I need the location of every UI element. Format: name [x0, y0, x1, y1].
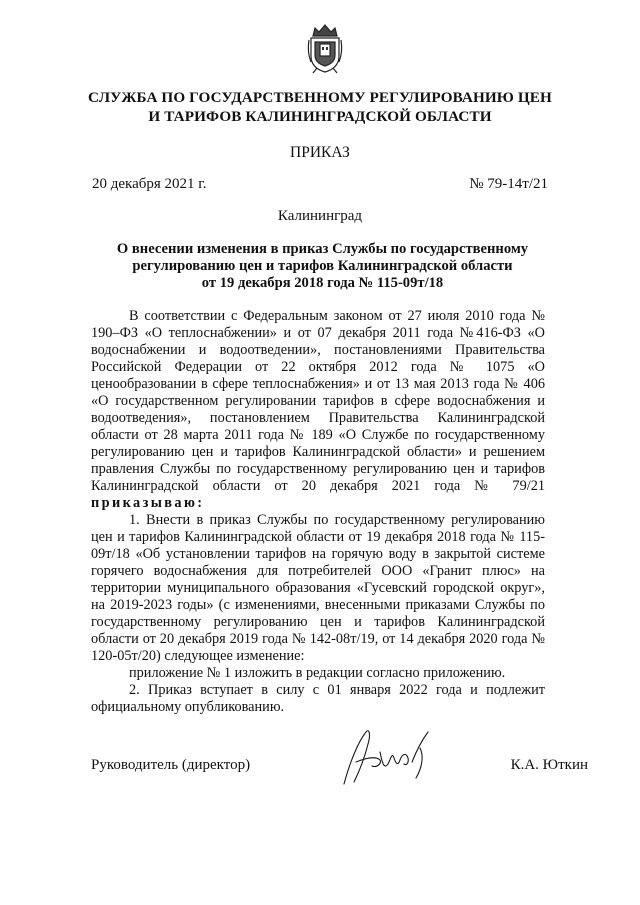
- org-title-line2: И ТАРИФОВ КАЛИНИНГРАДСКОЙ ОБЛАСТИ: [148, 108, 492, 125]
- subject-line1: О внесении изменения в приказ Службы по государственному: [116, 241, 529, 257]
- handwritten-signature: [336, 722, 446, 792]
- order-date: 20 декабря 2021 г.: [92, 176, 207, 192]
- order-number: № 79-14т/21: [469, 176, 548, 192]
- item-2: 2. Приказ вступает в силу с 01 января 2022 года и подлежит официальному опубликованию.: [91, 682, 545, 715]
- organization-title: [60, 88, 580, 126]
- org-title-line1: СЛУЖБА ПО ГОСУДАРСТВЕННОМУ РЕГУЛИРОВАНИЮ ЦЕН: [88, 89, 552, 106]
- subject-line3: от 19 декабря 2018 года № 115-09т/18: [201, 275, 444, 291]
- preamble-text: В соответствии с Федеральным законом от 27 июля 2010 года № 190–ФЗ «О теплоснабжении» и от 07 декабря 2011 года №416-ФЗ «О водоснабжении и водоотведении», постановлениями Правительства Российской Федерации от 22 октября 2012 года № 1075 «О ценообразовании в сфере теплоснабжения» и от 13 мая 2013 года № 406 «О государственном регулировании тарифов в сфере водоснабжения и водоотведения», постановлением Правительства Калининградской области от 28 марта 2011 года № 189 «О Службе по государственному регулированию цен и тарифов Калининградской области» и решением правления Службы по государственному регулированию цен и тарифов Калининградской области от 20 декабря 2021 года № 79/21: [91, 308, 545, 494]
- item-1: 1. Внести в приказ Службы по государственному регулированию цен и тарифов Калининградской области от 19 декабря 2018 года № 115-09т/18 «Об установлении тарифов на горячую воду в закрытой системе горячего водоснабжения для потребителей ООО «Гранит плюс» на территории муниципального образования «Гусевский городской округ», на 2019-2023 годы» (с изменениями, внесенными приказами Службы по государственному регулированию цен и тарифов Калининградской области от 20 декабря 2019 года № 142-08т/19, от 14 декабря 2020 года № 120-05т/20) следующее изменение:: [91, 512, 545, 664]
- document-type: ПРИКАЗ: [290, 144, 350, 161]
- signatory-role: Руководитель (директор): [91, 757, 251, 773]
- coat-of-arms-icon: [305, 22, 345, 74]
- item-1-sub: приложение № 1 изложить в редакции согласно приложению.: [129, 665, 506, 681]
- preamble-paragraph: [91, 308, 545, 512]
- signatory-name: К.А. Юткин: [510, 757, 588, 773]
- order-subject: [100, 241, 545, 292]
- order-word: приказываю:: [91, 495, 205, 511]
- order-body: [91, 308, 545, 716]
- subject-line2: регулированию цен и тарифов Калининградской области: [132, 258, 513, 274]
- city: Калининград: [277, 208, 363, 224]
